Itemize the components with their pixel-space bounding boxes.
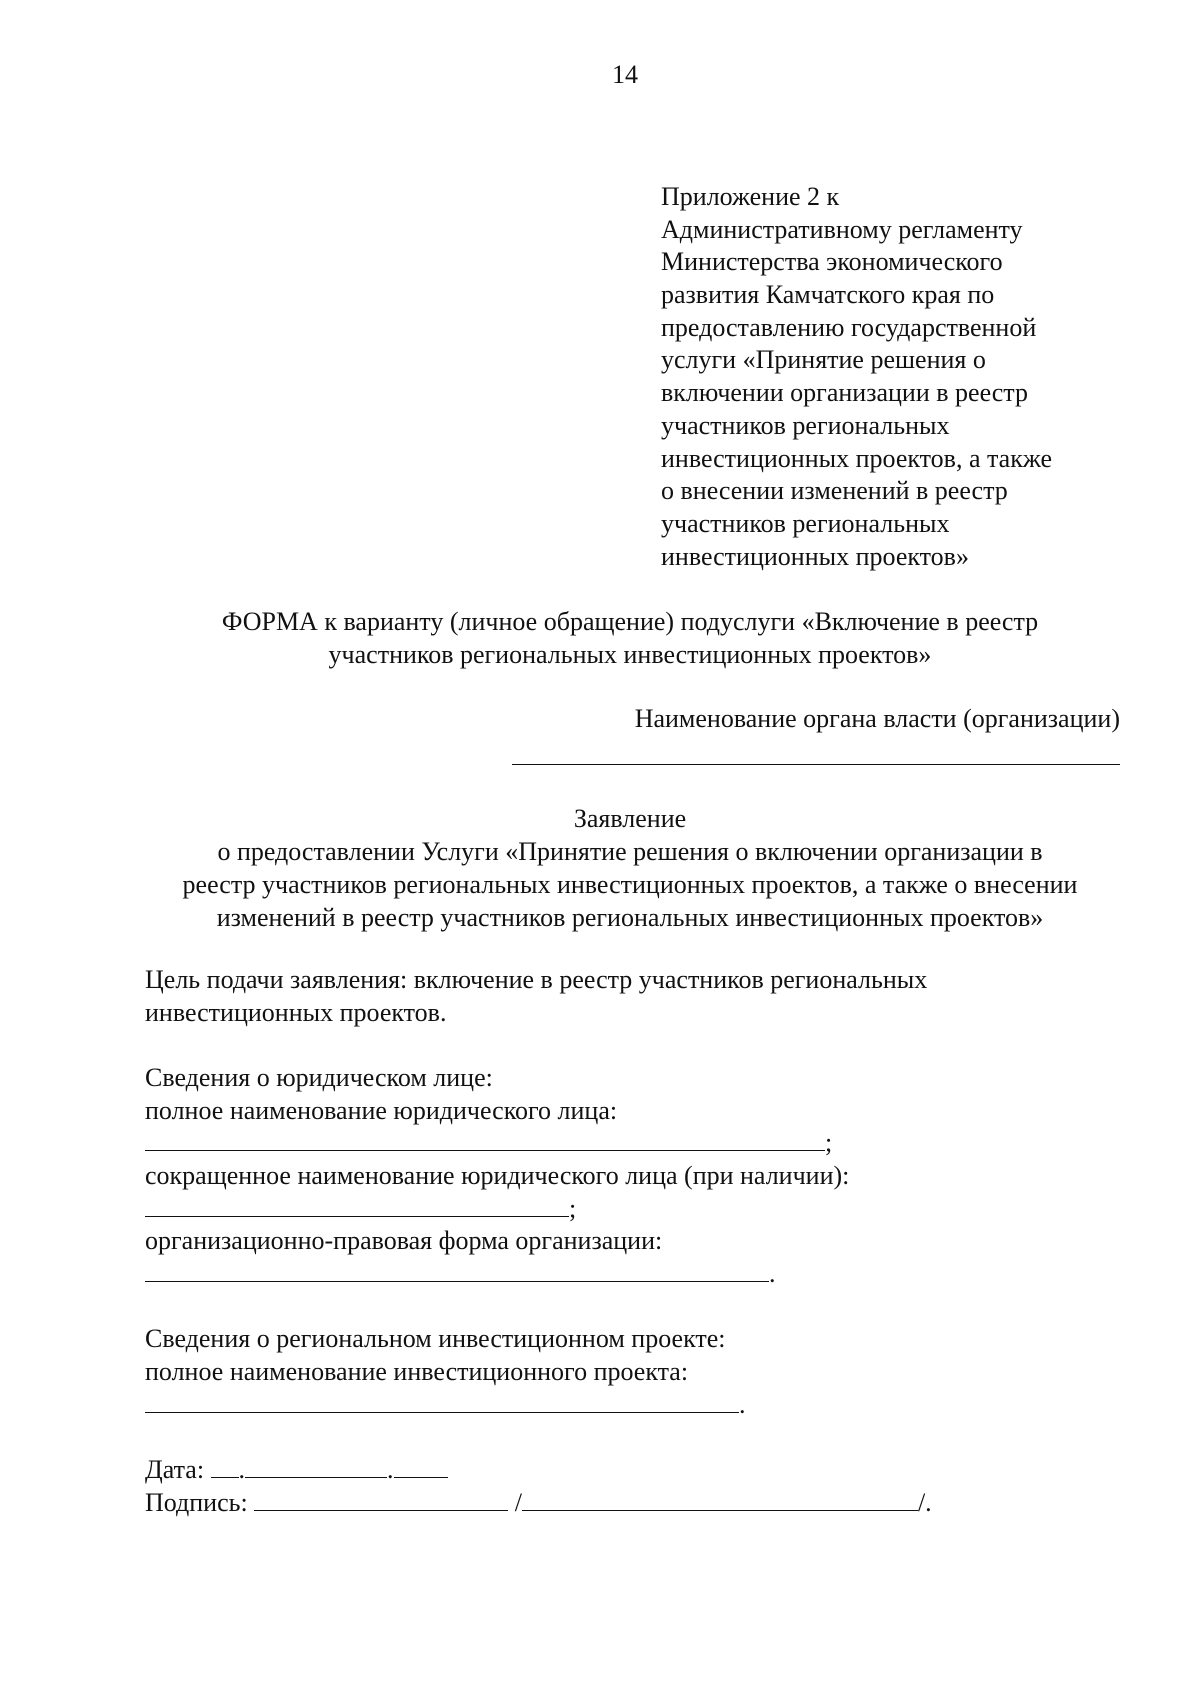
short-name-field[interactable] — [145, 1192, 569, 1217]
authority-blank-line[interactable] — [512, 764, 1120, 765]
appendix-line: предоставлению государственной — [661, 312, 1037, 342]
date-month-field[interactable] — [245, 1453, 387, 1478]
org-form-field[interactable] — [145, 1257, 769, 1282]
legal-entity-heading: Сведения о юридическом лице: — [145, 1063, 493, 1092]
appendix-line: услуги «Принятие решения о — [661, 345, 986, 375]
short-name-end: ; — [569, 1194, 577, 1223]
page-number: 14 — [612, 60, 638, 89]
full-name-field-row — [145, 1126, 832, 1159]
statement-line: о предоставлении Услуги «Принятие решения о включении организации в — [217, 837, 1043, 866]
purpose-line: инвестиционных проектов. — [145, 998, 447, 1027]
statement-heading — [0, 802, 1200, 934]
signature-field[interactable] — [254, 1486, 508, 1511]
appendix-line: участников региональных — [661, 508, 950, 538]
full-name-end: ; — [825, 1128, 833, 1157]
project-heading: Сведения о региональном инвестиционном проекте: — [145, 1324, 726, 1353]
project-name-field-row — [145, 1388, 746, 1421]
statement-title: Заявление — [573, 804, 687, 833]
authority-label: Наименование органа власти (организации) — [634, 704, 1120, 733]
date-day-field[interactable] — [211, 1453, 239, 1478]
appendix-note — [661, 181, 1052, 573]
org-form-field-row — [145, 1257, 776, 1290]
form-title-line: участников региональных инвестиционных проектов» — [328, 640, 932, 669]
appendix-line: Административному регламенту — [661, 214, 1023, 244]
signature-label: Подпись: — [145, 1488, 248, 1517]
org-form-label: организационно-правовая форма организации: — [145, 1226, 663, 1255]
project-name-end: . — [739, 1390, 746, 1419]
form-title-line: ФОРМА к варианту (личное обращение) подуслуги «Включение в реестр — [221, 607, 1039, 636]
date-year-field[interactable] — [394, 1453, 448, 1478]
org-form-end: . — [769, 1259, 776, 1288]
purpose-line: Цель подачи заявления: включение в реестр участников региональных — [145, 965, 928, 994]
signature-row — [145, 1486, 932, 1519]
purpose-paragraph — [145, 963, 927, 1029]
statement-line: изменений в реестр участников региональных инвестиционных проектов» — [216, 903, 1044, 932]
short-name-label: сокращенное наименование юридического лица (при наличии): — [145, 1161, 850, 1190]
full-name-field[interactable] — [145, 1126, 825, 1151]
date-separator: . — [387, 1455, 394, 1484]
date-row — [145, 1453, 448, 1486]
form-title — [0, 605, 1200, 671]
signature-separator: / — [514, 1488, 522, 1517]
short-name-field-row — [145, 1192, 576, 1225]
signature-end: /. — [917, 1488, 932, 1517]
date-separator: . — [238, 1455, 246, 1484]
project-name-label: полное наименование инвестиционного проекта: — [145, 1357, 689, 1386]
appendix-line: о внесении изменений в реестр — [661, 476, 1008, 506]
appendix-line: Приложение 2 к — [661, 182, 840, 211]
project-name-field[interactable] — [145, 1388, 739, 1413]
appendix-line: включении организации в реестр — [661, 378, 1028, 408]
appendix-line: инвестиционных проектов, а также — [661, 443, 1052, 473]
statement-line: реестр участников региональных инвестиционных проектов, а также о внесении — [182, 870, 1078, 899]
signature-name-field[interactable] — [522, 1486, 918, 1511]
appendix-line: развития Камчатского края по — [661, 280, 995, 310]
appendix-line: Министерства экономического — [661, 247, 1003, 277]
appendix-line: инвестиционных проектов» — [661, 541, 969, 571]
full-name-label: полное наименование юридического лица: — [145, 1096, 618, 1125]
date-label: Дата: — [145, 1455, 205, 1484]
appendix-line: участников региональных — [661, 410, 950, 440]
